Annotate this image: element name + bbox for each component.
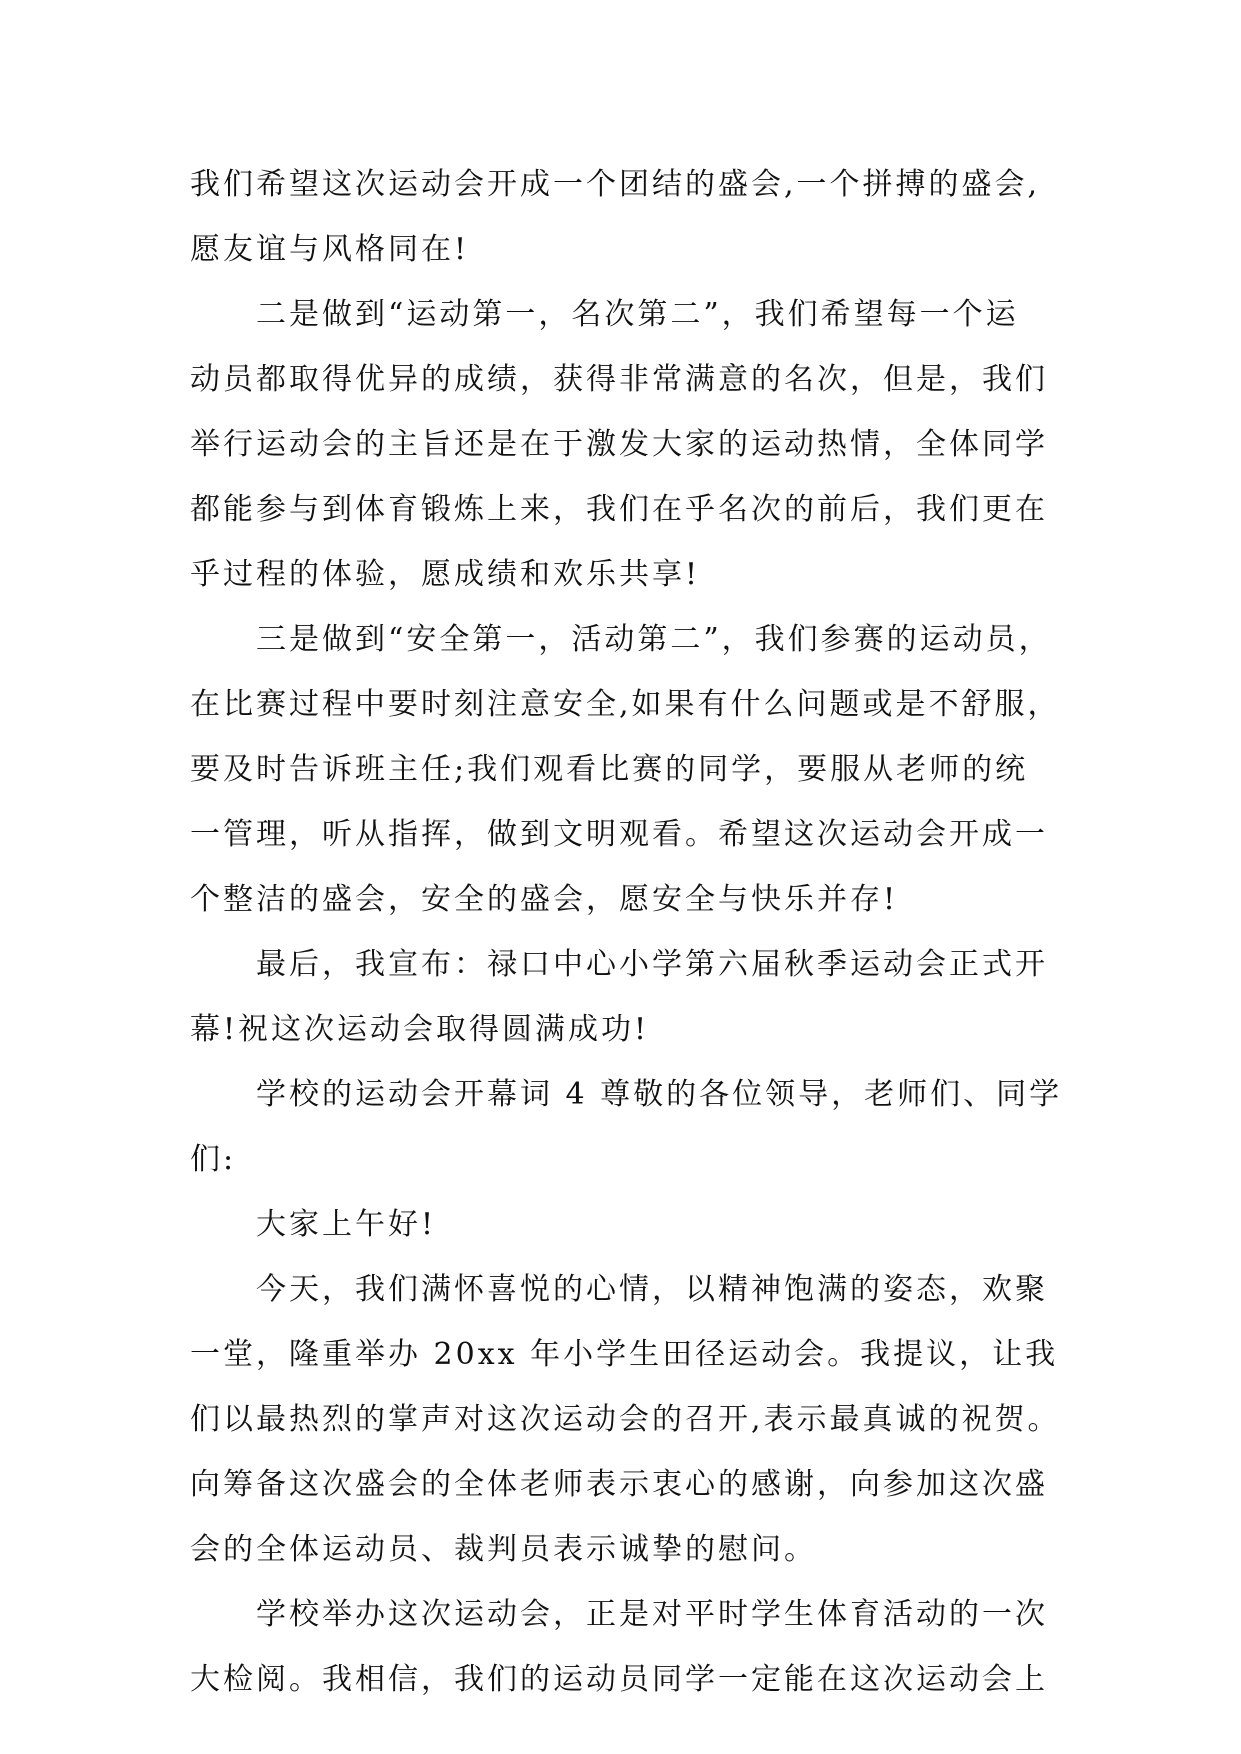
text-line: 愿友谊与风格同在! (190, 232, 470, 267)
document-body (190, 152, 1070, 1712)
text-line: 们以最热烈的掌声对这次运动会的召开,表示最真诚的祝贺。 (190, 1402, 1061, 1437)
text-line: 都能参与到体育锻炼上来，我们在乎名次的前后，我们更在 (190, 492, 1048, 527)
paragraph-start-line: 学校的运动会开幕词 4 尊敬的各位领导，老师们、同学 (256, 1077, 1063, 1112)
text-line: 们: (190, 1142, 237, 1177)
text-line: 在比赛过程中要时刻注意安全,如果有什么问题或是不舒服， (190, 687, 1061, 722)
paragraph-start-line: 今天，我们满怀喜悦的心情，以精神饱满的姿态，欢聚 (256, 1272, 1048, 1307)
text-line: 向筹备这次盛会的全体老师表示衷心的感谢，向参加这次盛 (190, 1467, 1048, 1502)
paragraph-start-line: 最后，我宣布：禄口中心小学第六届秋季运动会正式开 (256, 947, 1048, 982)
paragraph-start-line: 学校举办这次运动会，正是对平时学生体育活动的一次 (256, 1597, 1048, 1632)
paragraph-start-line: 二是做到“运动第一，名次第二”，我们希望每一个运 (256, 297, 1019, 332)
text-line: 个整洁的盛会，安全的盛会，愿安全与快乐并存! (190, 882, 899, 917)
paragraph-start-line: 大家上午好! (256, 1207, 437, 1242)
text-line: 要及时告诉班主任;我们观看比赛的同学，要服从老师的统 (190, 752, 1029, 787)
paragraph-start-line: 三是做到“安全第一，活动第二”，我们参赛的运动员， (256, 622, 1052, 657)
text-line: 幕!祝这次运动会取得圆满成功! (190, 1012, 650, 1047)
text-line: 我们希望这次运动会开成一个团结的盛会,一个拼搏的盛会, (190, 167, 1041, 202)
text-line: 大检阅。我相信，我们的运动员同学一定能在这次运动会上 (190, 1662, 1048, 1697)
text-line: 一堂，隆重举办 20xx 年小学生田径运动会。我提议，让我 (190, 1337, 1059, 1372)
text-line: 乎过程的体验，愿成绩和欢乐共享! (190, 557, 701, 592)
text-line: 举行运动会的主旨还是在于激发大家的运动热情，全体同学 (190, 427, 1048, 462)
text-line: 动员都取得优异的成绩，获得非常满意的名次，但是，我们 (190, 362, 1048, 397)
text-line: 会的全体运动员、裁判员表示诚挚的慰问。 (190, 1532, 817, 1567)
text-line: 一管理，听从指挥，做到文明观看。希望这次运动会开成一 (190, 817, 1048, 852)
